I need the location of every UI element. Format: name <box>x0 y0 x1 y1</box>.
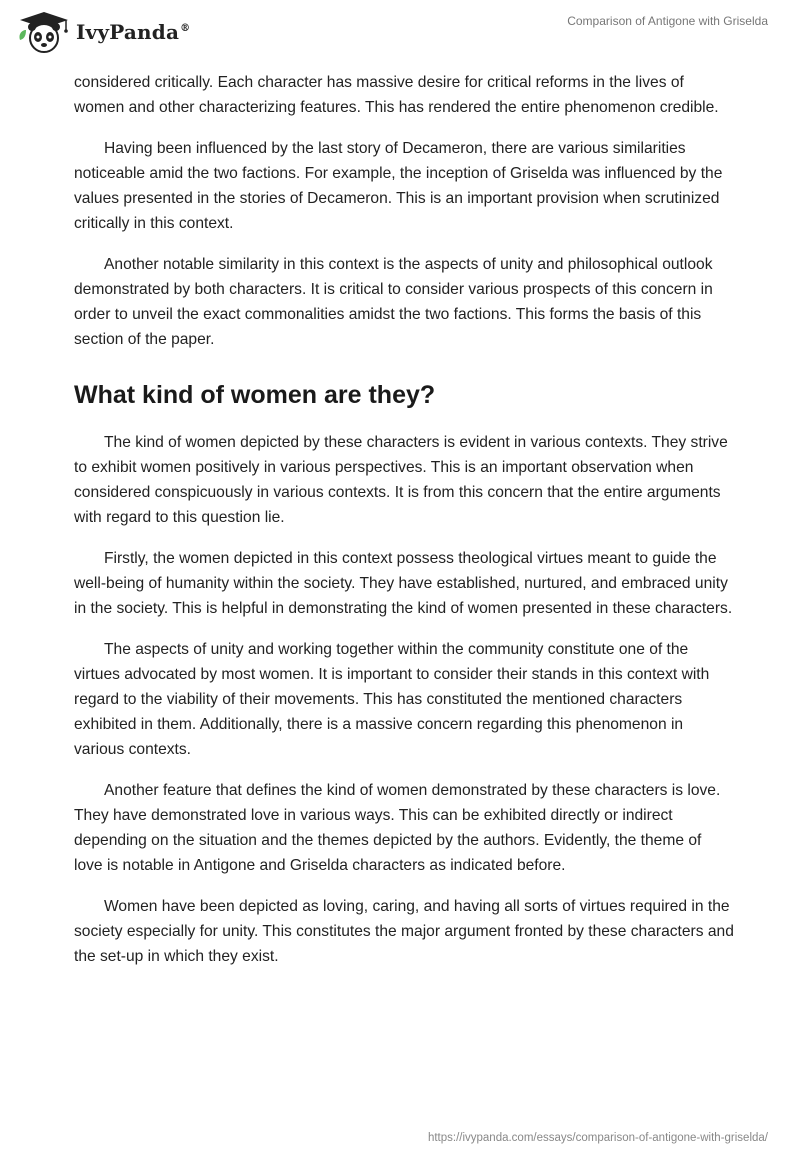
source-url[interactable]: https://ivypanda.com/essays/comparison-of-antigone-with-griselda/ <box>427 1132 768 1144</box>
paragraph: Another notable similarity in this context is the aspects of unity and philosophical outlook demonstrated by both characters. It is critical to consider various prospects of this concern in order to unveil the exact commonalities amidst the two factions. This forms the basis of this section of the paper. <box>74 256 713 348</box>
paragraph: Firstly, the women depicted in this context possess theological virtues meant to guide the well-being of humanity within the society. They have established, nurtured, and embraced unity in the society. This is helpful in demonstrating the kind of women presented in these characters. <box>74 550 733 617</box>
page-header <box>0 0 800 60</box>
panda-graduate-icon <box>16 10 72 54</box>
registered-mark: ® <box>180 23 191 35</box>
brand-name: IvyPanda® <box>76 20 191 44</box>
paragraph: Having been influenced by the last story of Decameron, there are various similarities noticeable amid the two factions. For example, the inception of Griselda was influenced by the values presented in the stories of Decameron. This is an important provision when scrutinized critically in this context. <box>74 140 723 232</box>
essay-content <box>74 70 734 985</box>
ivypanda-logo[interactable] <box>16 10 190 54</box>
paragraph: considered critically. Each character has massive desire for critical reforms in the lives of women and other characterizing features. This has rendered the entire phenomenon credible. <box>74 74 719 116</box>
paragraph: The kind of women depicted by these characters is evident in various contexts. They strive to exhibit women positively in various perspectives. This is an important observation when considered conspicuously in various contexts. It is from this concern that the entire arguments with regard to this question lie. <box>74 434 728 526</box>
document-title: Comparison of Antigone with Griselda <box>567 14 768 28</box>
paragraph: Another feature that defines the kind of women demonstrated by these characters is love. They have demonstrated love in various ways. This can be exhibited directly or indirect depending on the situation and the themes depicted by the authors. Evidently, the theme of love is notable in Antigone and Griselda characters as indicated before. <box>74 782 721 874</box>
paragraph: Women have been depicted as loving, caring, and having all sorts of virtues required in the society especially for unity. This constitutes the major argument fronted by these characters and the set-up in which they exist. <box>74 898 734 965</box>
paragraph: The aspects of unity and working together within the community constitute one of the virtues advocated by most women. It is important to consider their stands in this context with regard to the viability of their movements. This has constituted the mentioned characters exhibited in them. Additionally, there is a massive concern regarding this phenomenon in various contexts. <box>74 641 710 758</box>
section-heading: What kind of women are they? <box>74 381 436 409</box>
